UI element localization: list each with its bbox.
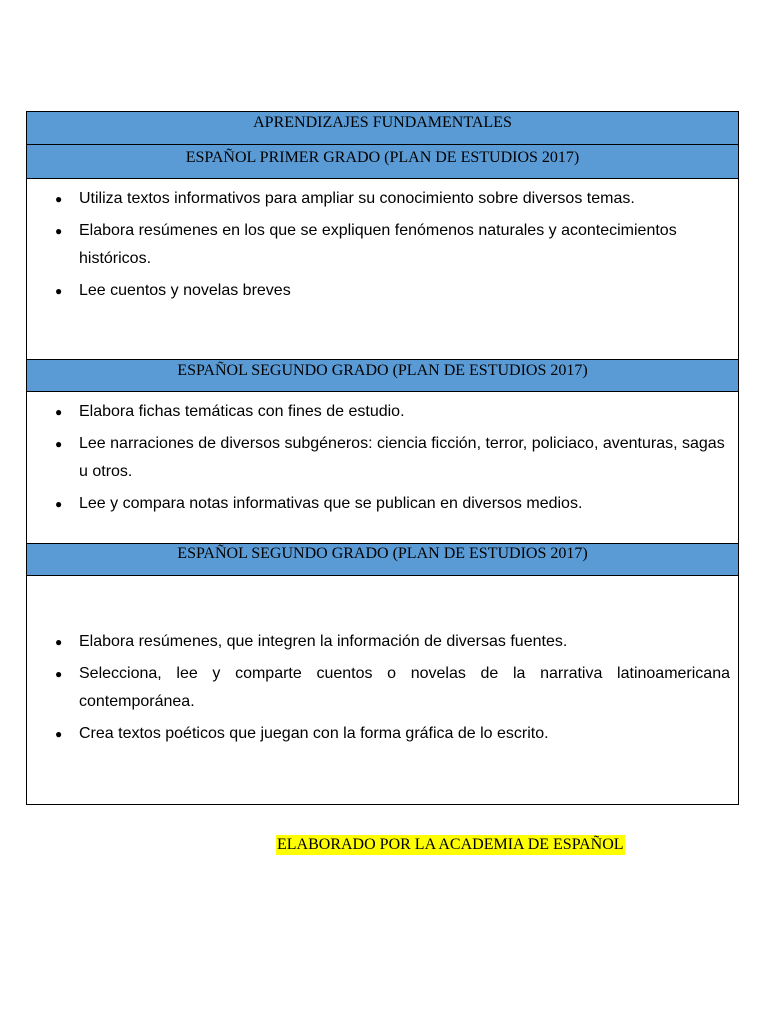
- list-item-text: Crea textos poéticos que juegan con la forma gráfica de lo escrito.: [79, 725, 549, 742]
- list-item-text: Selecciona, lee y comparte cuentos o novelas de la narrativa latinoamericana contemporánea.: [79, 665, 730, 710]
- list-item-text: Elabora fichas temáticas con fines de estudio.: [79, 403, 405, 420]
- bullet-icon: ●: [55, 224, 63, 238]
- bullet-icon: ●: [55, 497, 63, 511]
- list-item: [55, 628, 730, 656]
- bullet-icon: ●: [55, 192, 63, 206]
- section-body-third: [27, 576, 738, 804]
- section-heading-second-grade-repeat: ESPAÑOL SEGUNDO GRADO (PLAN DE ESTUDIOS 2017): [27, 543, 738, 576]
- list-item-text: Lee y compara notas informativas que se publican en diversos medios.: [79, 495, 583, 512]
- list-item: [55, 398, 730, 426]
- section-heading-first-grade: ESPAÑOL PRIMER GRADO (PLAN DE ESTUDIOS 2017): [27, 145, 738, 179]
- section-body-second-grade: [27, 392, 738, 543]
- bullet-icon: ●: [55, 405, 63, 419]
- section-body-first-grade: [27, 179, 738, 359]
- list-item-text: Lee cuentos y novelas breves: [79, 282, 291, 299]
- bullet-list: [55, 398, 730, 522]
- list-item: [55, 490, 730, 518]
- bullet-icon: ●: [55, 284, 63, 298]
- list-item-text: Elabora resúmenes en los que se expliquen fenómenos naturales y acontecimientos históricos.: [79, 222, 677, 267]
- curriculum-table: [26, 111, 739, 805]
- list-item-text: Lee narraciones de diversos subgéneros: ciencia ficción, terror, policiaco, aventuras, sagas u otros.: [79, 435, 725, 480]
- list-item-text: Elabora resúmenes, que integren la información de diversas fuentes.: [79, 633, 568, 650]
- bullet-icon: ●: [55, 727, 63, 741]
- section-heading-second-grade: ESPAÑOL SEGUNDO GRADO (PLAN DE ESTUDIOS 2017): [27, 359, 738, 392]
- list-item-text: Utiliza textos informativos para ampliar su conocimiento sobre diversos temas.: [79, 190, 635, 207]
- table-title: APRENDIZAJES FUNDAMENTALES: [27, 112, 738, 145]
- bullet-list: [55, 628, 730, 752]
- bullet-list: [55, 185, 730, 309]
- bullet-icon: ●: [55, 437, 63, 451]
- list-item: [55, 430, 730, 486]
- author-note: ELABORADO POR LA ACADEMIA DE ESPAÑOL: [277, 836, 624, 853]
- list-item: [55, 185, 730, 213]
- list-item: [55, 277, 730, 305]
- list-item: [55, 217, 730, 273]
- bullet-icon: ●: [55, 635, 63, 649]
- list-item: [55, 660, 730, 716]
- list-item: [55, 720, 730, 748]
- bullet-icon: ●: [55, 667, 63, 681]
